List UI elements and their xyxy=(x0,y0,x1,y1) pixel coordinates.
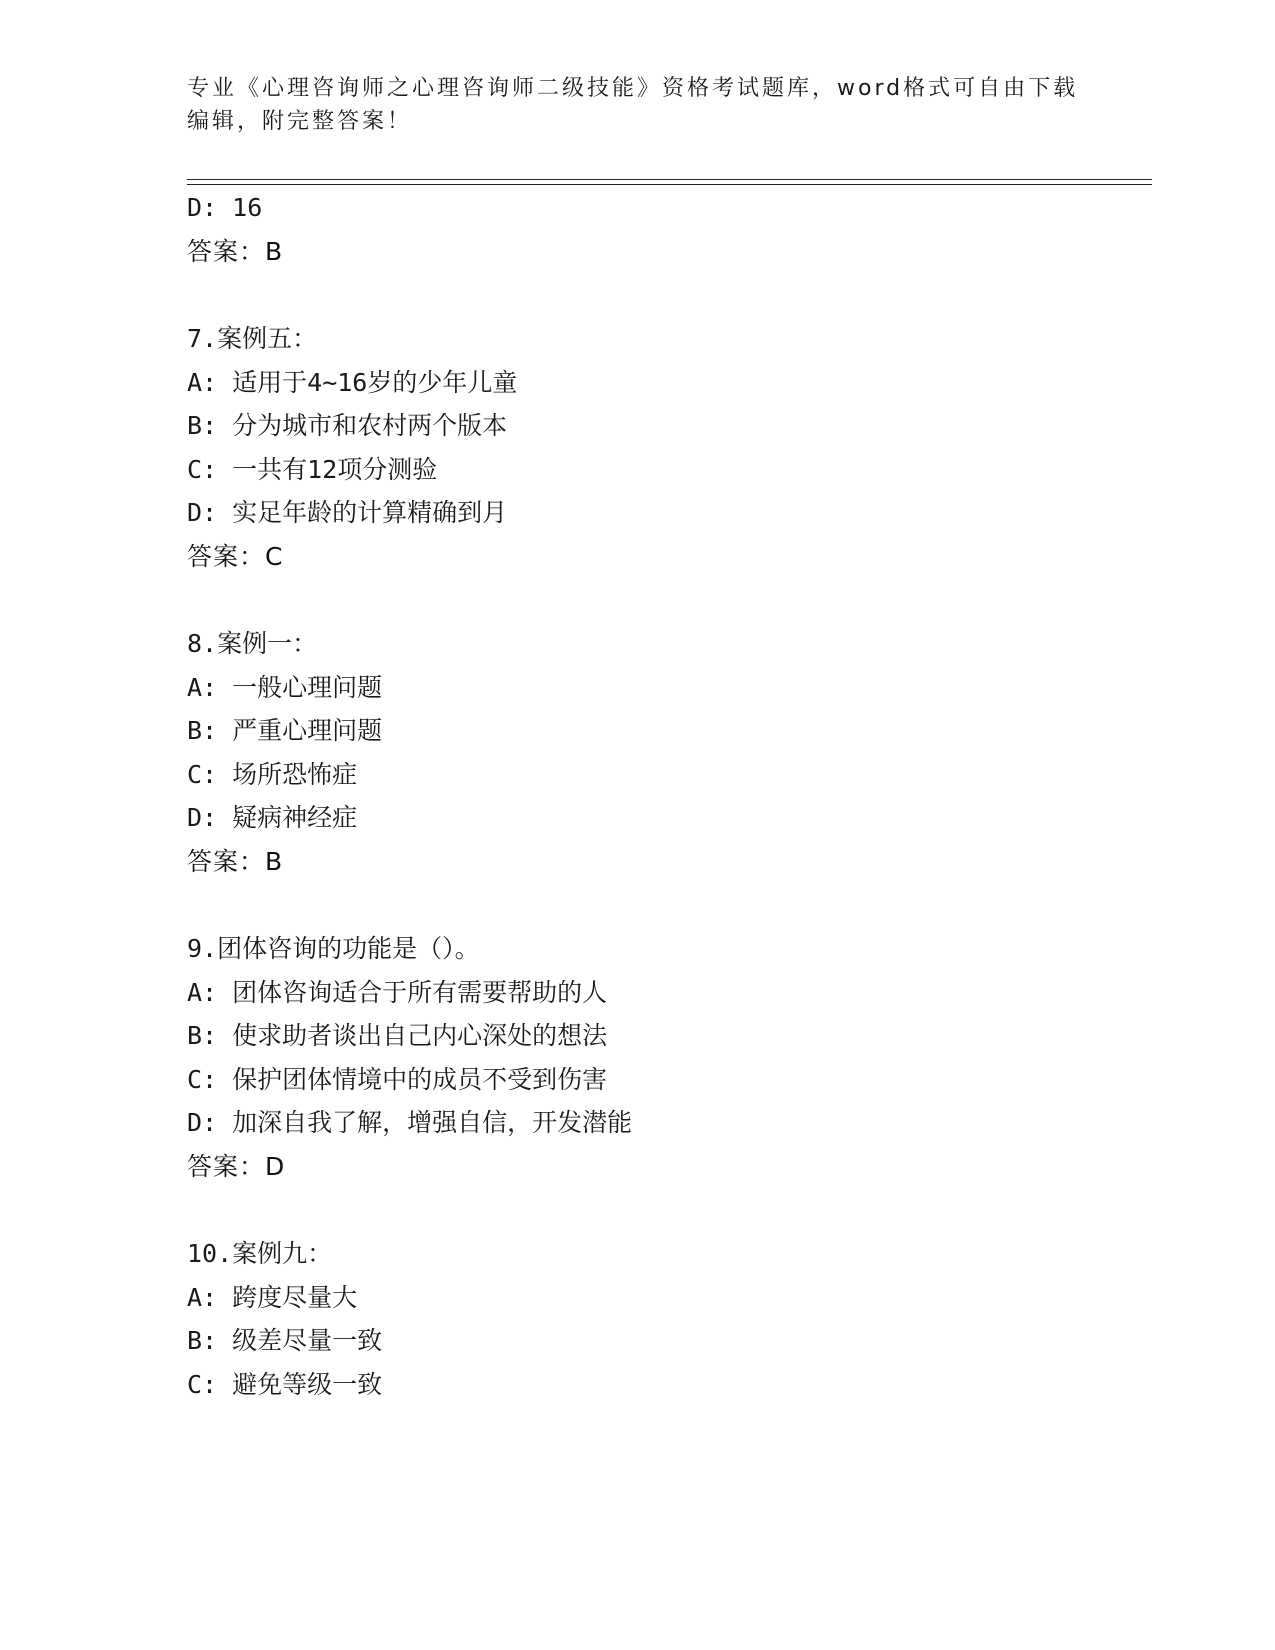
option-c: C: 一共有12项分测验 xyxy=(187,455,438,484)
option-c: C: 保护团体情境中的成员不受到伤害 xyxy=(187,1065,608,1094)
option-a: A: 跨度尽量大 xyxy=(187,1283,358,1312)
option-b: B: 级差尽量一致 xyxy=(187,1326,383,1355)
option-c: C: 避免等级一致 xyxy=(187,1370,383,1399)
option-b: B: 分为城市和农村两个版本 xyxy=(187,411,508,440)
option-d: D: 加深自我了解，增强自信，开发潜能 xyxy=(187,1108,633,1137)
answer-line: 答案：B xyxy=(187,847,284,876)
option-a: A: 团体咨询适合于所有需要帮助的人 xyxy=(187,978,608,1007)
option-b: B: 严重心理问题 xyxy=(187,716,383,745)
question-title: 7.案例五： xyxy=(187,324,318,353)
option-d: D: 疑病神经症 xyxy=(187,803,358,832)
option-d: D: 实足年龄的计算精确到月 xyxy=(187,498,508,527)
header-divider-top xyxy=(187,179,1152,180)
question-title: 9.团体咨询的功能是（）。 xyxy=(187,934,480,963)
header-divider-bottom xyxy=(187,184,1152,185)
document-header: 专业《心理咨询师之心理咨询师二级技能》资格考试题库，word格式可自由下载编辑，附完整答案！ xyxy=(187,76,1079,134)
option-d: D: 16 xyxy=(187,193,263,222)
question-title: 10.案例九： xyxy=(187,1239,333,1268)
answer-line: 答案：D xyxy=(187,1152,286,1181)
answer-line: 答案：C xyxy=(187,542,284,571)
option-b: B: 使求助者谈出自己内心深处的想法 xyxy=(187,1021,608,1050)
option-c: C: 场所恐怖症 xyxy=(187,760,358,789)
option-a: A: 一般心理问题 xyxy=(187,673,383,702)
question-title: 8.案例一： xyxy=(187,629,318,658)
answer-line: 答案：B xyxy=(187,237,284,266)
option-a: A: 适用于4~16岁的少年儿童 xyxy=(187,368,518,397)
